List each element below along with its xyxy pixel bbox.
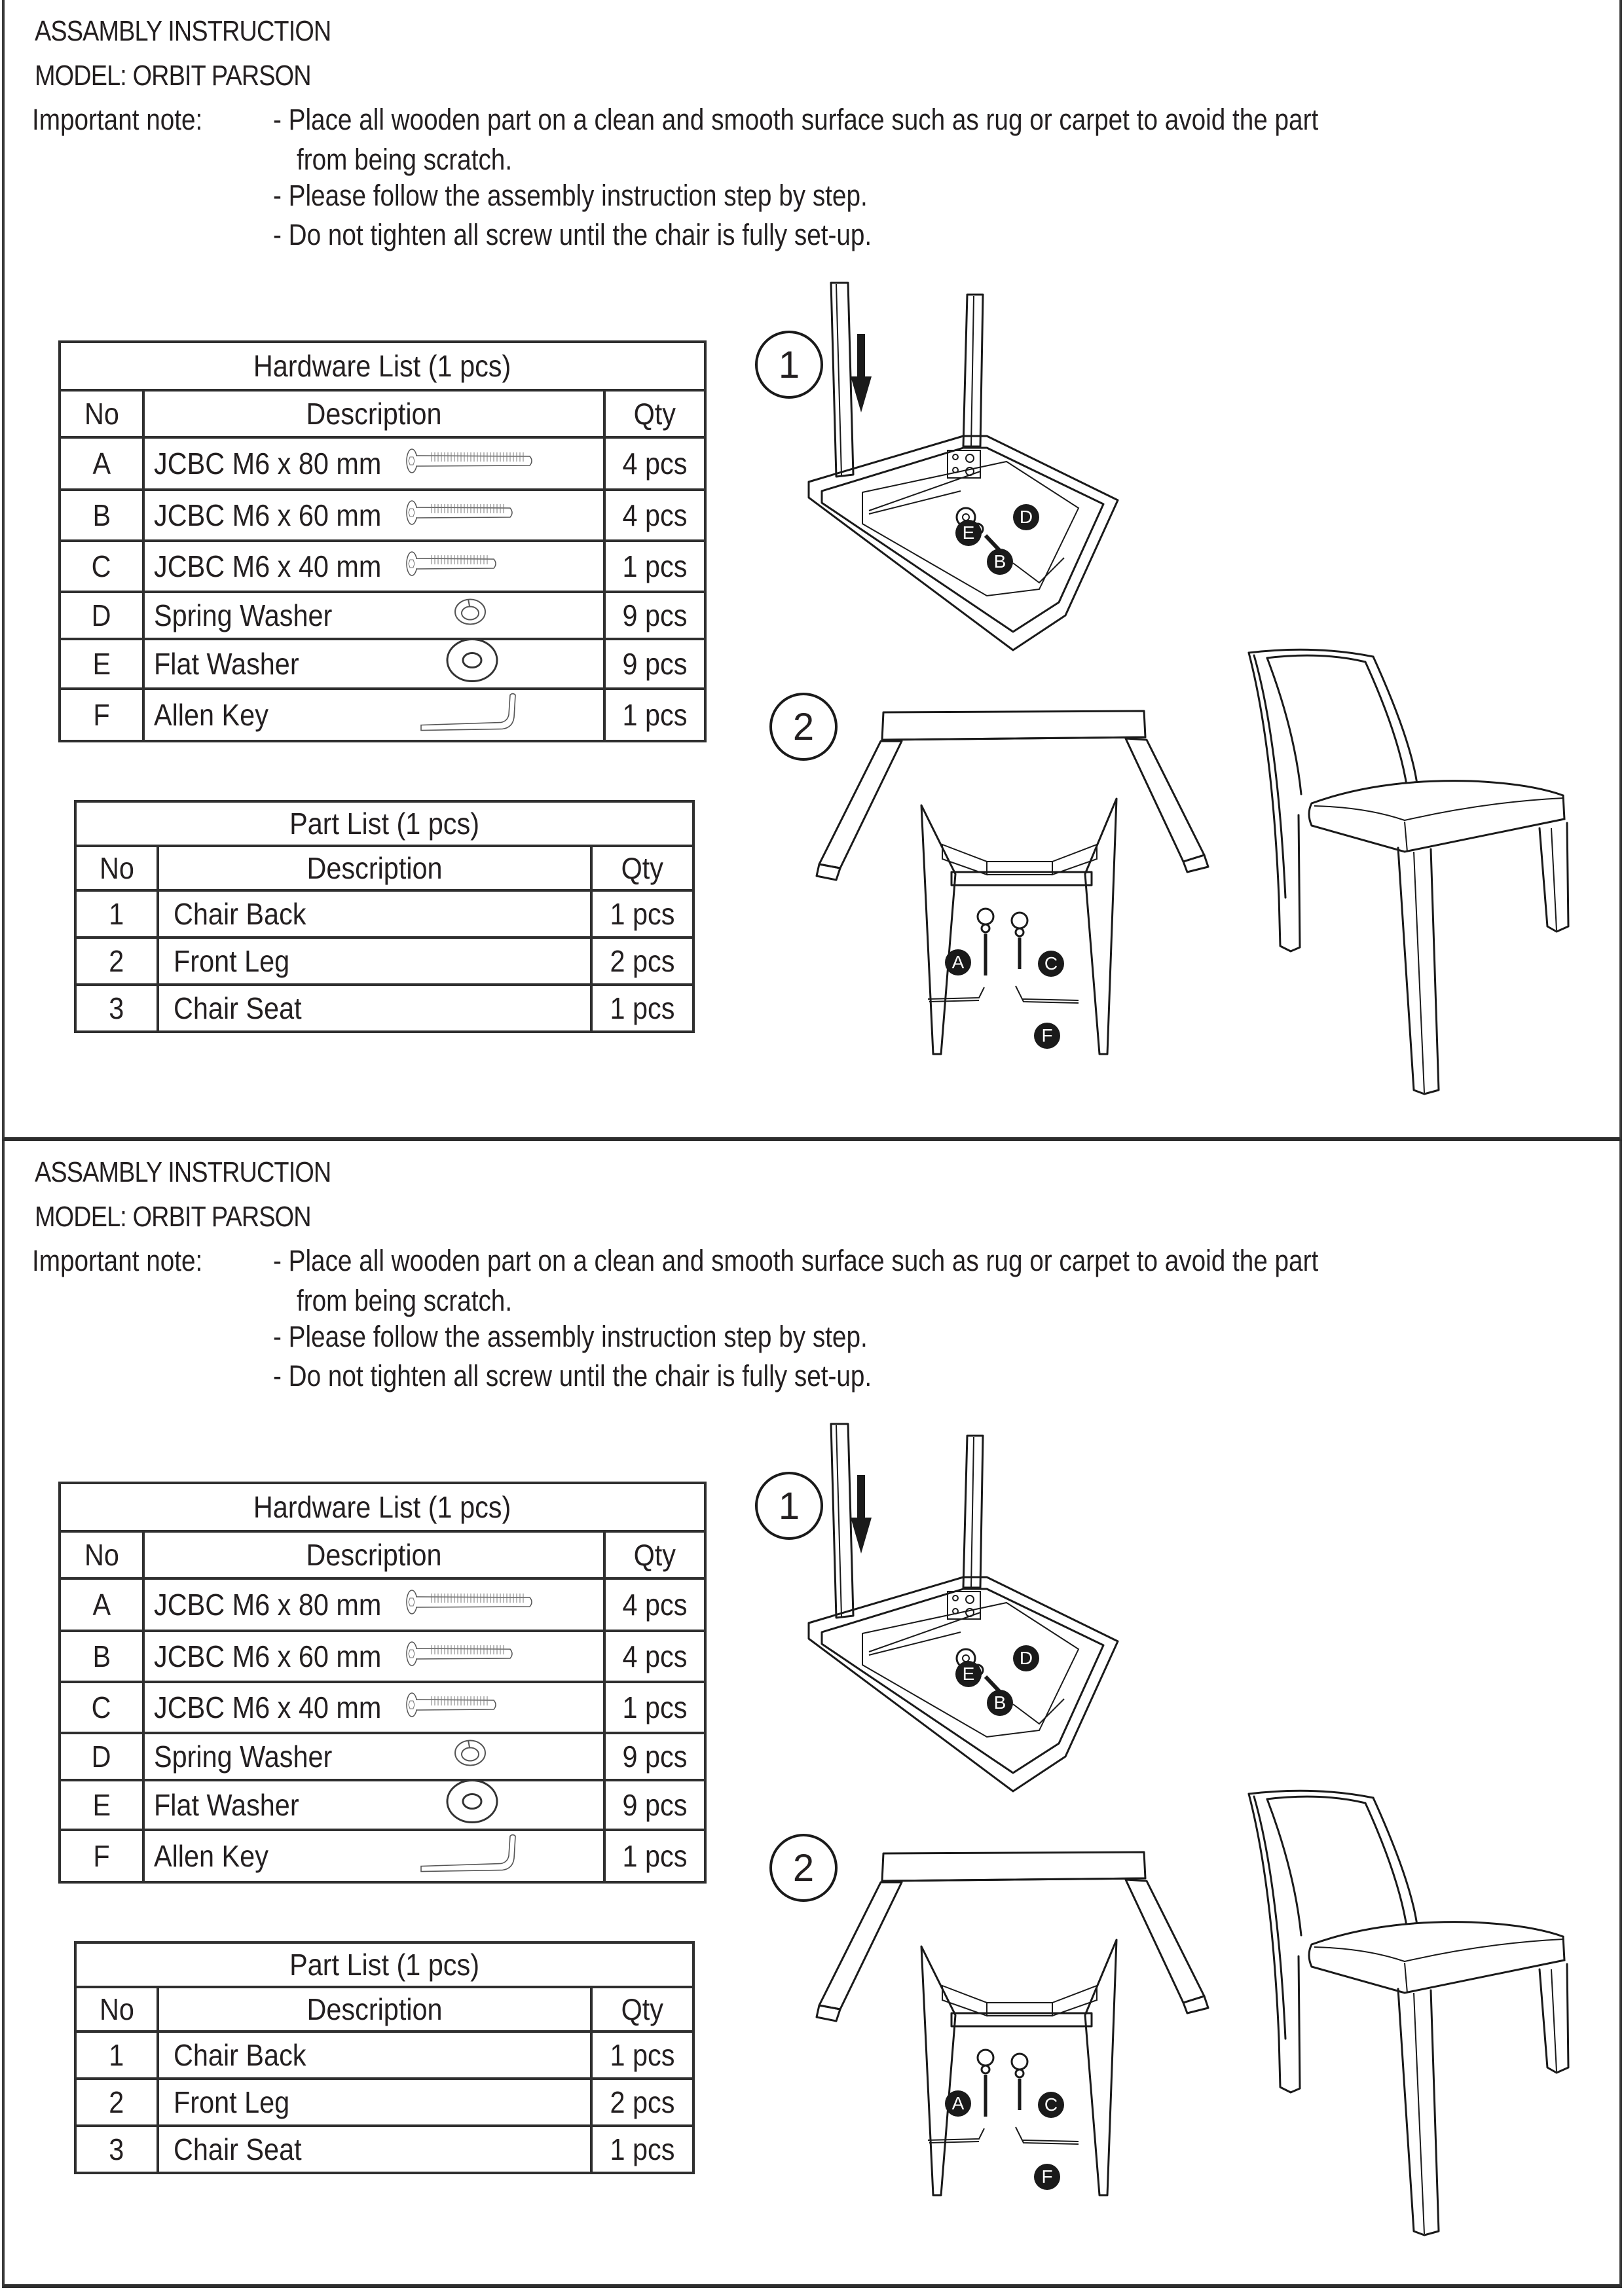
loose-leg-icon	[831, 1424, 853, 1618]
note-line: - Place all wooden part on a clean and smooth surface such as rug or carpet to avoid the part	[273, 1244, 1319, 1277]
item-qty: 4 pcs	[604, 1631, 705, 1682]
assembled-chair-illustration	[1236, 638, 1576, 1110]
item-description: Spring Washer	[143, 1733, 604, 1780]
part-row	[75, 2032, 693, 2079]
item-qty: 1 pcs	[604, 541, 705, 592]
hardware-list-caption: Hardware List (1 pcs)	[60, 342, 705, 390]
item-description: Spring Washer	[143, 592, 604, 639]
item-no: D	[60, 1733, 143, 1780]
item-description: Allen Key	[143, 689, 604, 741]
spring-washer-icon	[452, 1738, 488, 1776]
part-row	[75, 2079, 693, 2126]
column-header-qty: Qty	[604, 390, 705, 437]
seat-upside-down	[882, 1852, 1145, 1881]
hardware-row	[60, 1733, 705, 1780]
part-list-caption: Part List (1 pcs)	[75, 801, 693, 846]
part-qty: 1 pcs	[591, 2126, 693, 2173]
item-description: JCBC M6 x 60 mm	[143, 1631, 604, 1682]
column-header-qty: Qty	[604, 1531, 705, 1578]
hardware-row	[60, 1631, 705, 1682]
part-list-caption: Part List (1 pcs)	[75, 1942, 693, 1987]
hardware-row	[60, 592, 705, 639]
hardware-row	[60, 541, 705, 592]
step-2-badge: 2	[769, 1834, 838, 1902]
step-1-illustration	[790, 275, 1157, 668]
step-1-illustration	[790, 1416, 1157, 1809]
assembled-chair-illustration	[1236, 1779, 1576, 2251]
part-list-table	[74, 1941, 695, 2174]
document-title: ASSAMBLY INSTRUCTION	[35, 15, 331, 47]
part-row	[75, 985, 693, 1032]
model-name: MODEL: ORBIT PARSON	[35, 60, 311, 92]
part-qty: 2 pcs	[591, 2079, 693, 2126]
hardware-row	[60, 639, 705, 689]
allen-key-icon	[418, 691, 517, 739]
callout-f: F	[1034, 2164, 1060, 2190]
item-no: E	[60, 639, 143, 689]
callout-f: F	[1034, 1023, 1060, 1049]
callout-a: A	[945, 2090, 971, 2117]
loose-leg-icon	[831, 283, 853, 477]
hardware-row	[60, 1830, 705, 1882]
item-qty: 9 pcs	[604, 1733, 705, 1780]
part-no: 1	[75, 2032, 158, 2079]
item-qty: 1 pcs	[604, 689, 705, 741]
hardware-row	[60, 1780, 705, 1830]
note-line: - Place all wooden part on a clean and smooth surface such as rug or carpet to avoid the part	[273, 103, 1319, 136]
item-qty: 4 pcs	[604, 490, 705, 541]
item-no: A	[60, 437, 143, 490]
hardware-row	[60, 437, 705, 490]
step-1-badge: 1	[755, 331, 823, 399]
allen-key-icon	[418, 1832, 517, 1880]
hardware-list-table	[58, 1482, 707, 1884]
down-arrow-icon	[857, 334, 865, 380]
part-no: 2	[75, 2079, 158, 2126]
instruction-panel-bottom	[2, 1141, 1622, 2288]
item-qty: 4 pcs	[604, 437, 705, 490]
column-header-description: Description	[158, 1987, 591, 2032]
callout-b: B	[987, 1690, 1013, 1716]
note-line: - Please follow the assembly instruction step by step.	[273, 1320, 868, 1353]
note-line: - Do not tighten all screw until the chair is fully set-up.	[273, 1359, 872, 1393]
document-title: ASSAMBLY INSTRUCTION	[35, 1156, 331, 1188]
important-note-label: Important note:	[32, 103, 203, 136]
bolt-80mm-icon	[405, 446, 538, 481]
step-1-badge: 1	[755, 1472, 823, 1540]
part-no: 1	[75, 890, 158, 938]
part-qty: 2 pcs	[591, 938, 693, 985]
bolt-40mm-icon	[405, 1690, 502, 1725]
column-header-no: No	[60, 390, 143, 437]
item-no: B	[60, 490, 143, 541]
item-qty: 1 pcs	[604, 1830, 705, 1882]
column-header-no: No	[75, 1987, 158, 2032]
item-description: Allen Key	[143, 1830, 604, 1882]
item-qty: 1 pcs	[604, 1682, 705, 1733]
callout-d: D	[1013, 504, 1039, 530]
item-qty: 4 pcs	[604, 1578, 705, 1631]
hardware-row	[60, 1578, 705, 1631]
column-header-qty: Qty	[591, 846, 693, 890]
item-description: Flat Washer	[143, 1780, 604, 1830]
note-line: from being scratch.	[297, 1284, 513, 1317]
item-description: JCBC M6 x 40 mm	[143, 541, 604, 592]
item-description: JCBC M6 x 80 mm	[143, 437, 604, 490]
part-no: 2	[75, 938, 158, 985]
column-header-description: Description	[143, 390, 604, 437]
step-2-illustration	[803, 701, 1209, 1067]
part-row	[75, 890, 693, 938]
flat-washer-icon	[446, 1779, 498, 1832]
callout-e: E	[955, 520, 982, 546]
item-no: C	[60, 1682, 143, 1733]
callout-d: D	[1013, 1645, 1039, 1671]
bolt-60mm-icon	[405, 1639, 518, 1674]
bolt-40mm-icon	[405, 549, 502, 584]
part-list-table	[74, 800, 695, 1033]
down-arrow-icon	[857, 1475, 865, 1521]
step-2-illustration	[803, 1842, 1209, 2208]
part-qty: 1 pcs	[591, 890, 693, 938]
item-no: A	[60, 1578, 143, 1631]
item-qty: 9 pcs	[604, 592, 705, 639]
note-line: - Do not tighten all screw until the chair is fully set-up.	[273, 218, 872, 251]
callout-c: C	[1038, 951, 1064, 977]
model-name: MODEL: ORBIT PARSON	[35, 1201, 311, 1233]
hardware-list-caption: Hardware List (1 pcs)	[60, 1483, 705, 1531]
part-qty: 1 pcs	[591, 2032, 693, 2079]
item-no: E	[60, 1780, 143, 1830]
hardware-row	[60, 1682, 705, 1733]
part-row	[75, 938, 693, 985]
part-description: Chair Seat	[158, 985, 591, 1032]
column-header-qty: Qty	[591, 1987, 693, 2032]
part-description: Front Leg	[158, 2079, 591, 2126]
bolt-60mm-icon	[405, 498, 518, 533]
important-note-label: Important note:	[32, 1244, 203, 1277]
item-description: Flat Washer	[143, 639, 604, 689]
callout-b: B	[987, 549, 1013, 575]
item-description: JCBC M6 x 60 mm	[143, 490, 604, 541]
part-qty: 1 pcs	[591, 985, 693, 1032]
seat-upside-down	[882, 711, 1145, 740]
step-2-badge: 2	[769, 693, 838, 761]
item-description: JCBC M6 x 40 mm	[143, 1682, 604, 1733]
column-header-no: No	[60, 1531, 143, 1578]
hardware-list-table	[58, 340, 707, 742]
item-no: F	[60, 689, 143, 741]
callout-a: A	[945, 949, 971, 975]
hardware-row	[60, 490, 705, 541]
part-row	[75, 2126, 693, 2173]
part-description: Chair Seat	[158, 2126, 591, 2173]
column-header-no: No	[75, 846, 158, 890]
item-qty: 9 pcs	[604, 1780, 705, 1830]
flat-washer-icon	[446, 638, 498, 691]
hardware-row	[60, 689, 705, 741]
item-no: F	[60, 1830, 143, 1882]
part-description: Front Leg	[158, 938, 591, 985]
bolt-80mm-icon	[405, 1587, 538, 1622]
spring-washer-icon	[452, 597, 488, 634]
note-line: from being scratch.	[297, 143, 513, 176]
item-no: C	[60, 541, 143, 592]
item-no: B	[60, 1631, 143, 1682]
instruction-panel-top	[2, 0, 1622, 1141]
note-line: - Please follow the assembly instruction step by step.	[273, 179, 868, 212]
part-no: 3	[75, 2126, 158, 2173]
part-description: Chair Back	[158, 2032, 591, 2079]
callout-e: E	[955, 1661, 982, 1687]
item-description: JCBC M6 x 80 mm	[143, 1578, 604, 1631]
callout-c: C	[1038, 2092, 1064, 2118]
column-header-description: Description	[158, 846, 591, 890]
part-description: Chair Back	[158, 890, 591, 938]
part-no: 3	[75, 985, 158, 1032]
item-qty: 9 pcs	[604, 639, 705, 689]
item-no: D	[60, 592, 143, 639]
column-header-description: Description	[143, 1531, 604, 1578]
